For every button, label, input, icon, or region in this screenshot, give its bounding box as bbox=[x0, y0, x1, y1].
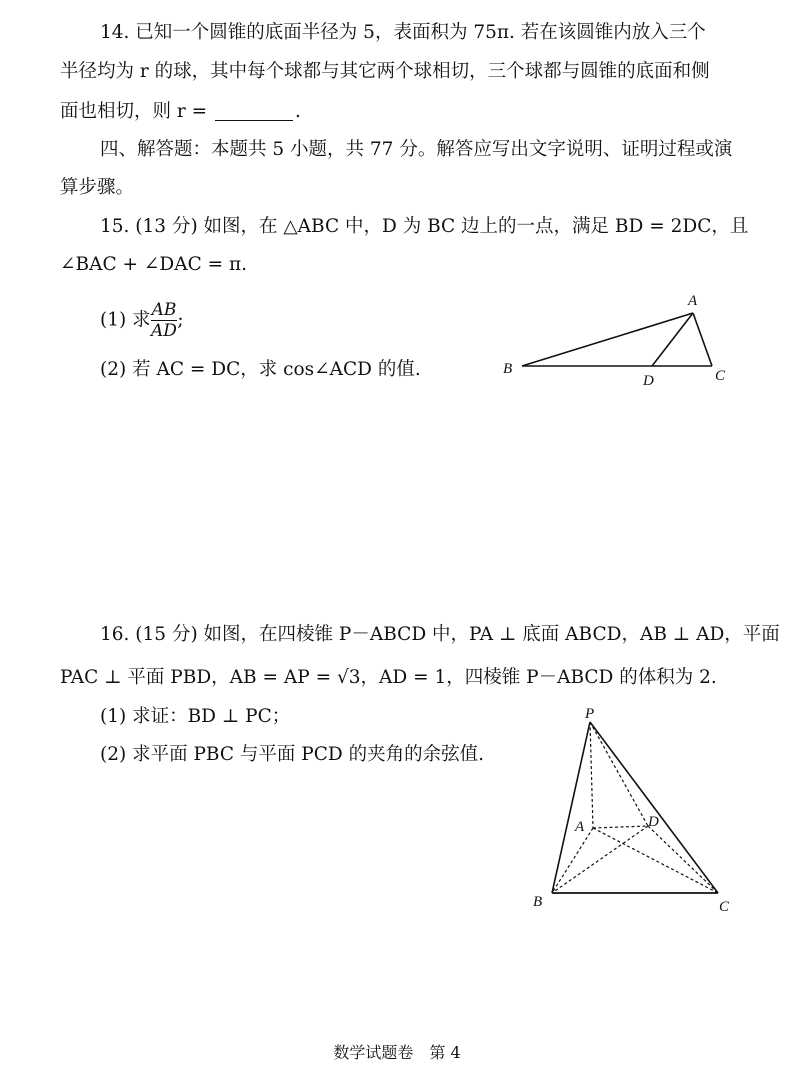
q15-line-2: ∠BAC + ∠DAC = π. bbox=[60, 254, 248, 275]
edge-ad bbox=[593, 826, 648, 828]
section-4-heading-cont: 算步骤。 bbox=[60, 177, 135, 198]
q16-part-2: (2) 求平面 PBC 与平面 PCD 的夹角的余弦值. bbox=[100, 744, 484, 765]
q16-line-2: PAC ⊥ 平面 PBD，AB = AP = √3，AD = 1，四棱锥 P－ABCD 的体积为 2. bbox=[60, 667, 717, 688]
q16-part-1: (1) 求证：BD ⊥ PC； bbox=[100, 706, 291, 727]
label-b: B bbox=[533, 894, 543, 910]
segment-ab bbox=[522, 313, 693, 366]
label-a: A bbox=[575, 819, 585, 835]
label-c: C bbox=[715, 368, 726, 384]
edge-dc bbox=[648, 826, 718, 893]
q14-line-2: 半径均为 r 的球，其中每个球都与其它两个球相切，三个球都与圆锥的底面和侧 bbox=[60, 61, 710, 82]
label-d: D bbox=[643, 373, 654, 389]
q14-line-1: 14. 已知一个圆锥的底面半径为 5，表面积为 75π. 若在该圆锥内放入三个 bbox=[100, 22, 706, 43]
q15-line-1: 15. (13 分) 如图，在 △ABC 中，D 为 BC 边上的一点，满足 BD = 2DC，且 bbox=[100, 216, 749, 237]
segment-ad bbox=[652, 313, 693, 366]
edge-ab bbox=[552, 828, 593, 893]
triangle-abc-figure bbox=[522, 313, 712, 366]
diag-ac bbox=[593, 828, 718, 893]
pyramid-figure bbox=[552, 722, 718, 893]
q16-line-1: 16. (15 分) 如图，在四棱锥 P－ABCD 中，PA ⊥ 底面 ABCD，AB ⊥ AD，平面 bbox=[100, 624, 780, 645]
q14-line-3-end: . bbox=[295, 101, 301, 122]
q15-part-2: (2) 若 AC = DC，求 cos∠ACD 的值. bbox=[100, 359, 421, 380]
fraction-numerator: AB bbox=[151, 300, 177, 320]
fraction-denominator: AD bbox=[151, 321, 177, 341]
label-c: C bbox=[719, 899, 730, 915]
label-a: A bbox=[688, 293, 698, 309]
section-4-heading: 四、解答题：本题共 5 小题，共 77 分。解答应写出文字说明、证明过程或演 bbox=[100, 139, 733, 160]
label-d: D bbox=[648, 814, 659, 830]
segment-ac bbox=[693, 313, 712, 366]
edge-pc bbox=[590, 722, 718, 893]
diag-bd bbox=[552, 826, 648, 893]
q15-part-1-label: (1) 求 bbox=[100, 309, 151, 331]
q14-line-3-text: 面也相切，则 r = bbox=[60, 101, 213, 122]
label-p: P bbox=[585, 706, 595, 722]
edge-pd bbox=[590, 722, 648, 826]
edge-pa bbox=[590, 722, 593, 828]
edge-pb bbox=[552, 722, 590, 893]
label-b: B bbox=[503, 361, 513, 377]
page-footer: 数学试题卷 第 4 bbox=[333, 1043, 461, 1062]
q15-part-1-end: ; bbox=[177, 309, 184, 331]
